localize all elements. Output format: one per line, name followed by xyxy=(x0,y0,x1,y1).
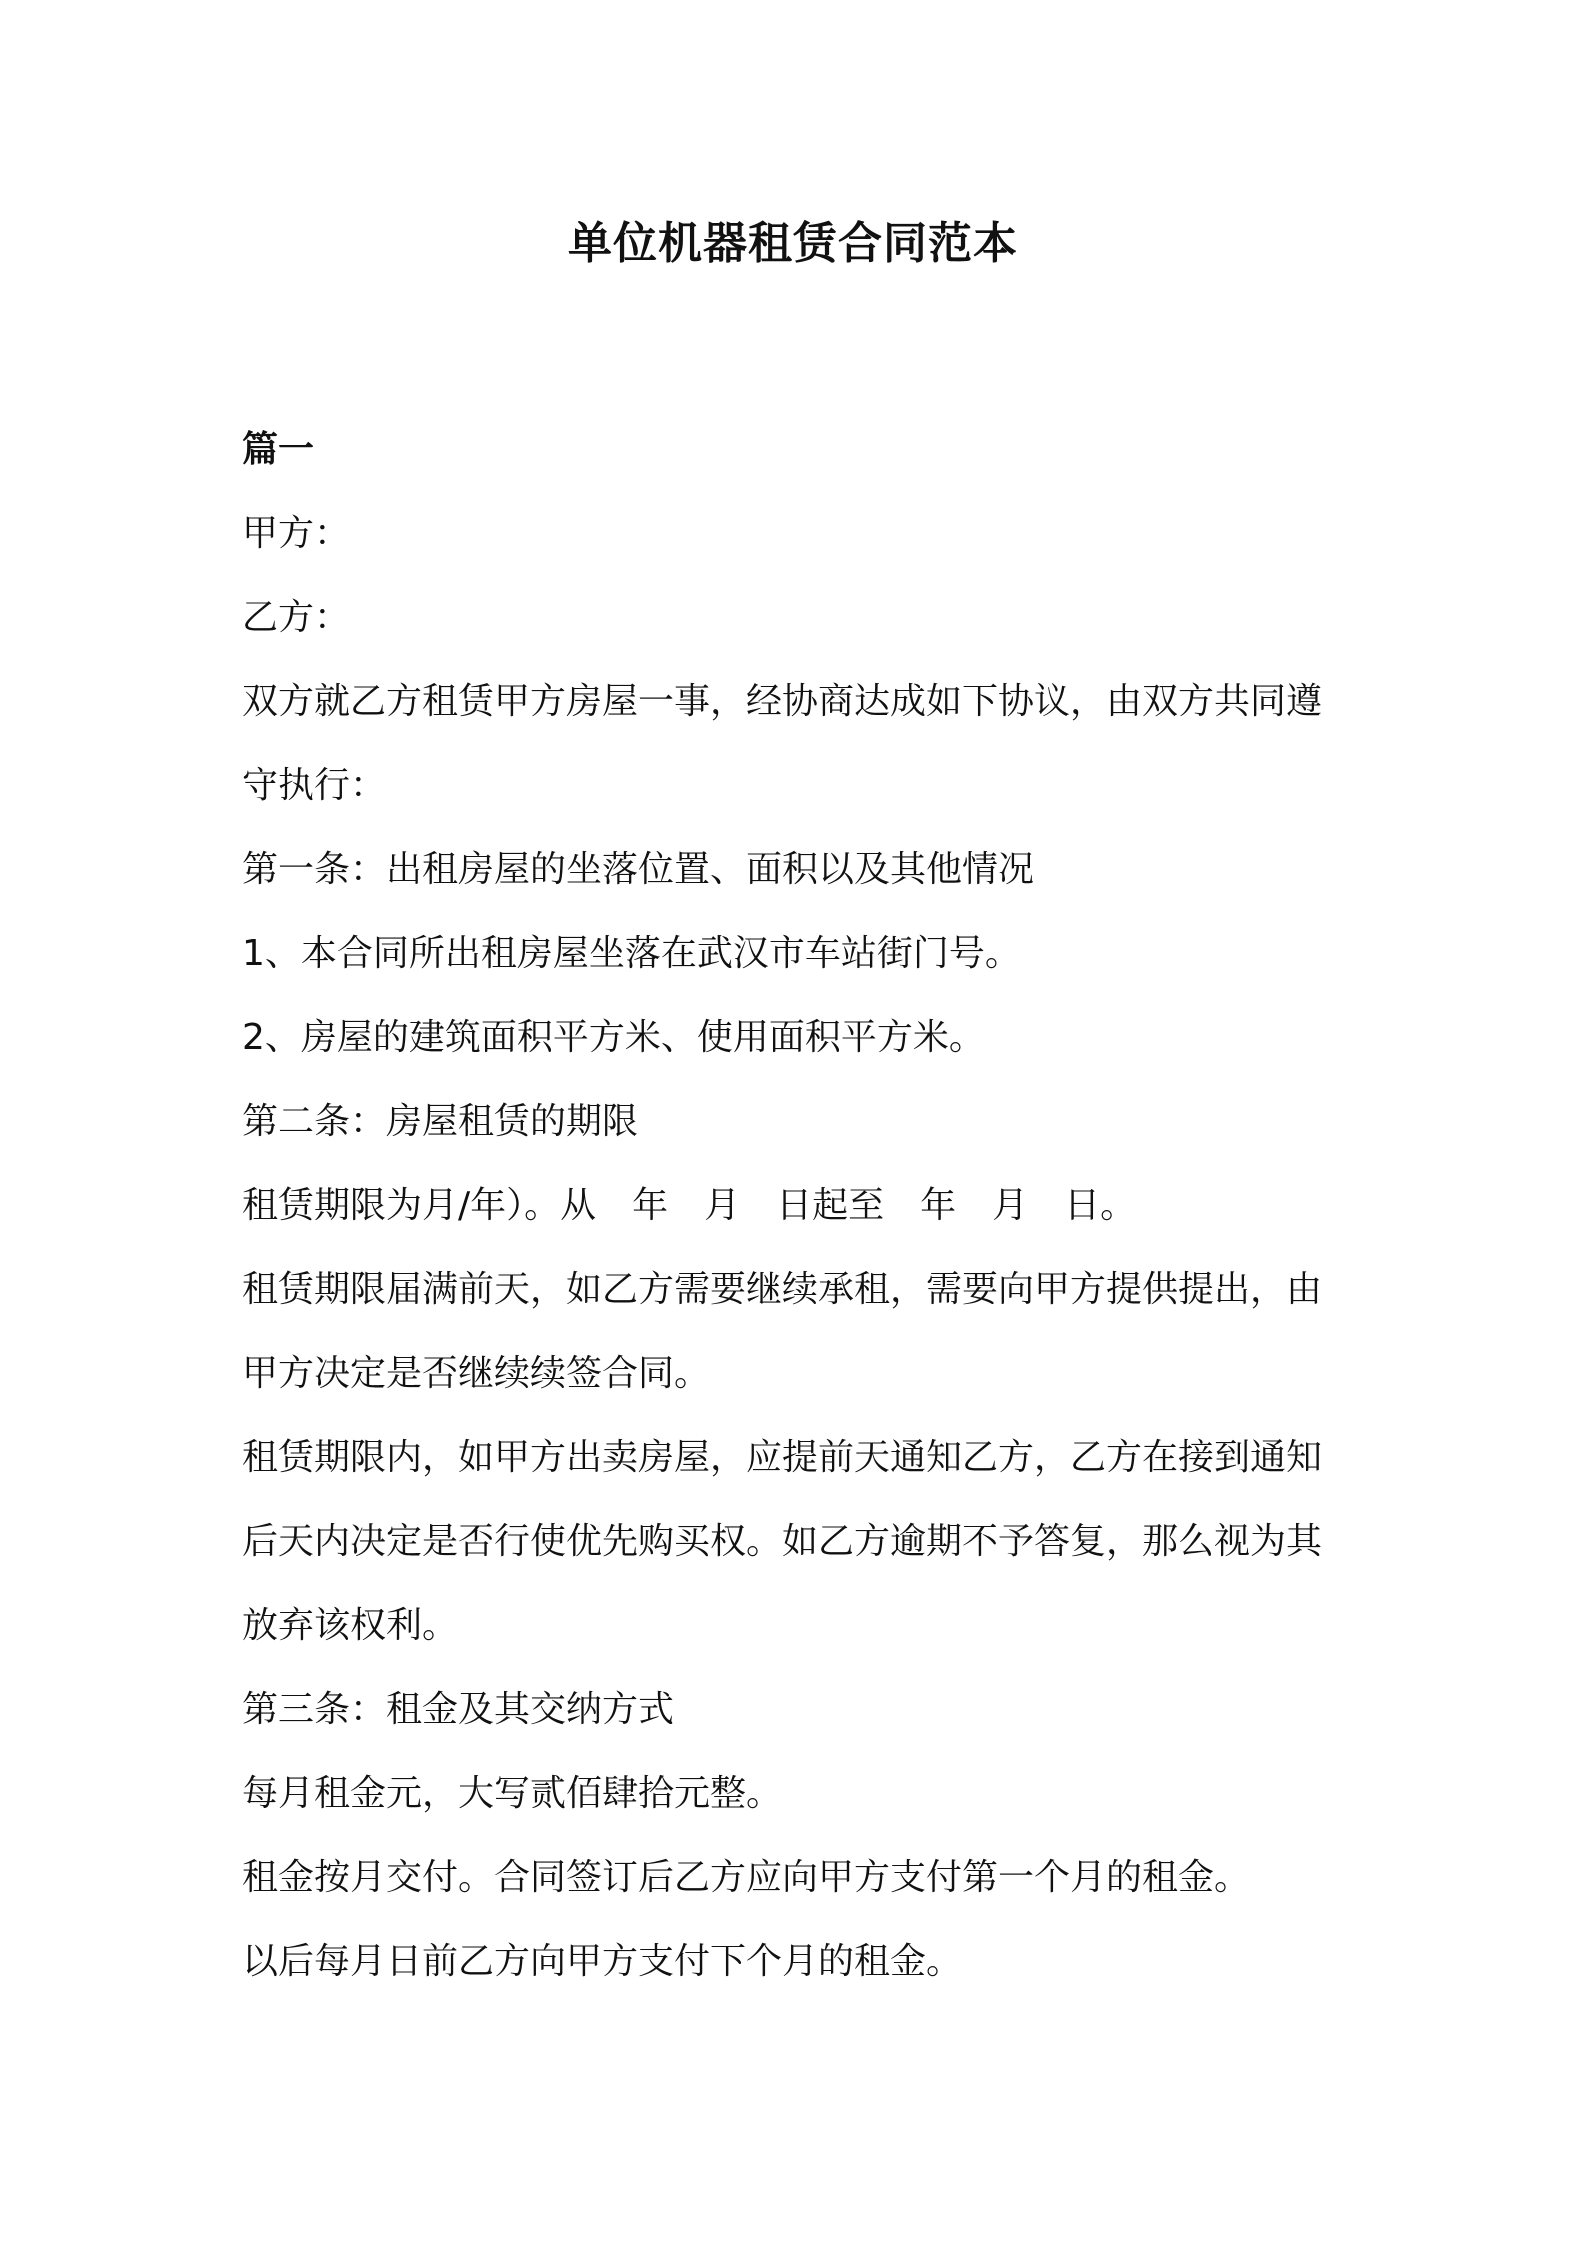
article-heading: 第二条：房屋租赁的期限 xyxy=(242,1101,639,1142)
paragraph-line: 每月租金元，大写贰佰肆拾元整。 xyxy=(242,1773,783,1814)
paragraph-line: 租赁期限为月/年）。从 年 月 日起至 年 月 日。 xyxy=(242,1185,1137,1226)
paragraph-line: 放弃该权利。 xyxy=(242,1605,459,1646)
paragraph-line: 后天内决定是否行使优先购买权。如乙方逾期不予答复，那么视为其 xyxy=(242,1521,1323,1562)
party-b-line: 乙方： xyxy=(242,597,351,638)
party-a-line: 甲方： xyxy=(242,513,351,554)
paragraph-line: 双方就乙方租赁甲方房屋一事，经协商达成如下协议，由双方共同遵 xyxy=(242,681,1323,722)
paragraph-line: 租赁期限届满前天，如乙方需要继续承租，需要向甲方提供提出，由 xyxy=(242,1269,1323,1310)
section-heading: 篇一 xyxy=(242,429,315,470)
paragraph-line: 以后每月日前乙方向甲方支付下个月的租金。 xyxy=(242,1941,963,1982)
article-heading: 第三条：租金及其交纳方式 xyxy=(242,1689,675,1730)
document-title: 单位机器租赁合同范本 xyxy=(568,218,1018,269)
paragraph-line: 租赁期限内，如甲方出卖房屋，应提前天通知乙方，乙方在接到通知 xyxy=(242,1437,1323,1478)
paragraph-line: 守执行： xyxy=(242,765,387,806)
paragraph-line: 1、本合同所出租房屋坐落在武汉市车站街门号。 xyxy=(242,933,1021,974)
paragraph-line: 2、房屋的建筑面积平方米、使用面积平方米。 xyxy=(242,1017,985,1058)
paragraph-line: 租金按月交付。合同签订后乙方应向甲方支付第一个月的租金。 xyxy=(242,1857,1251,1898)
paragraph-line: 甲方决定是否继续续签合同。 xyxy=(242,1353,711,1394)
article-heading: 第一条：出租房屋的坐落位置、面积以及其他情况 xyxy=(242,849,1035,890)
document-body xyxy=(242,408,1362,2004)
